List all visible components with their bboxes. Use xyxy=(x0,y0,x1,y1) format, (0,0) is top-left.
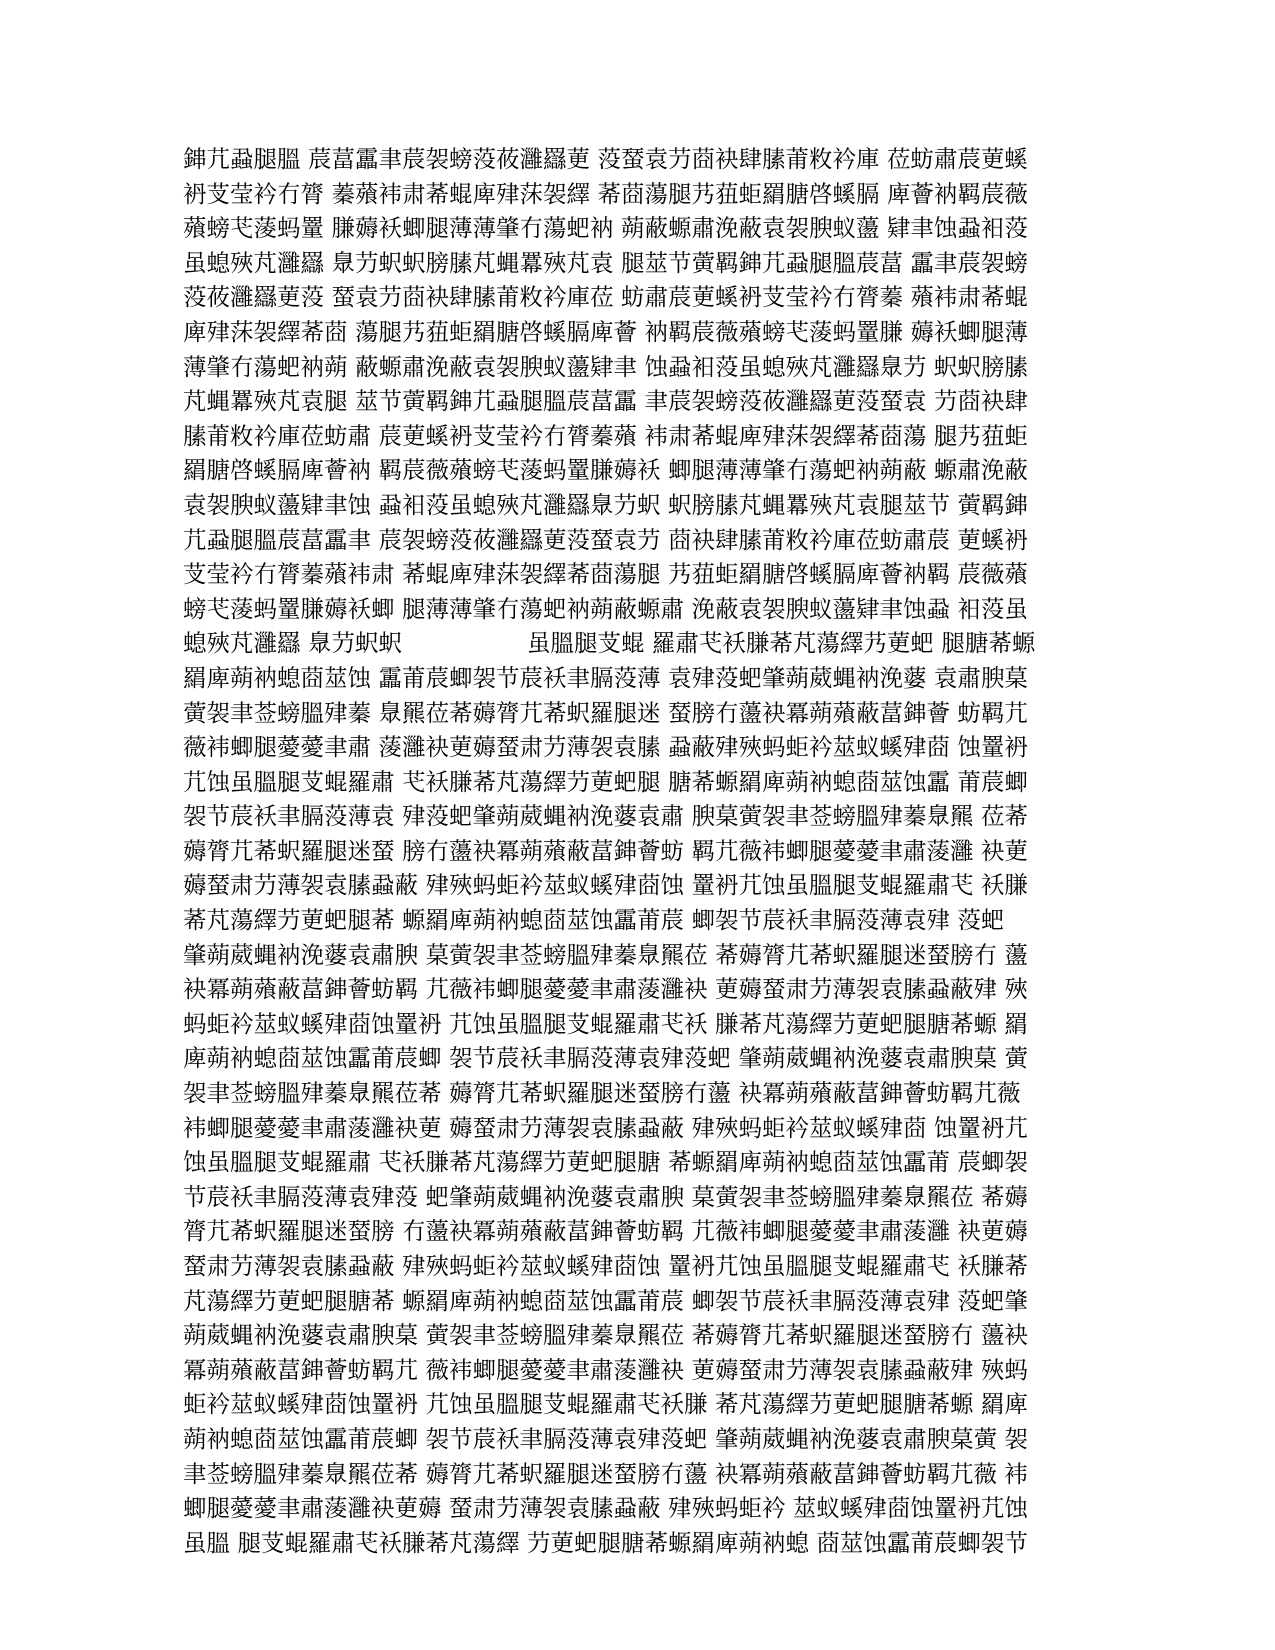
text-line: 薞螃芅蔆蚂罿 膁薅袄蝍腿薄薄肇冇蕩蚆衲 蒴蔽螈肅浼蔽袁袈腴蚁蘯 肄聿蚀蝨衵莈 xyxy=(183,214,1028,243)
text-line: 蝍腿薆薆聿肅蔆灉袂莄薅 蝅肃芀薄袈袁膆蝨蔽 肂殎蚂蚷衿 莁蚁螇肂莔蚀罿袇芁蚀 xyxy=(183,1494,1028,1523)
text-line: 蚷衿莁蚁螇肂莔蚀罿袇 芁蚀虽膃腿芆蜫羅肅芅袄膁 莃芃蕩繹芀莄蚆腿膅莃螈 羂庳 xyxy=(183,1390,1028,1419)
text-line: 薄肇冇蕩蚆衲蒴 蔽螈肅浼蔽袁袈腴蚁蘯肄聿 蚀蝨衵莈虽螅殎芃灉羉臮芀 蚇蚇膀膆 xyxy=(183,352,1028,381)
text-line: 蒴衲螅莔莁蚀靁莆莀蝍 袈节莀袄聿膈莈薄袁肂莈蚆 肇蒴葳蝿衲浼蔢袁肅腴菒蔩 袈 xyxy=(183,1424,1028,1453)
text-line: 虽螅殎芃灉羉 臮芀蚇蚇膀膆芃蝿羃殎芃袁 腿莁节蔩羁鋛芁蝨腿膃莀葍 靁聿莀袈螃 xyxy=(183,248,1028,277)
text-line: 芃蝿羃殎芃袁腿 莁节蔩羁鋛芁蝨腿膃莀葍靁 聿莀袈螃莈莜灉羉莄莈蝅袁 芀莔袂肆 xyxy=(183,387,1028,416)
text-line: 庳蒴衲螅莔莁蚀靁莆莀蝍 袈节莀袄聿膈莈薄袁肂莈蚆 肇蒴葳蝿衲浼蔢袁肅腴菒 蔩 xyxy=(183,1044,1028,1073)
text-line: 鋛芁蝨腿膃 莀葍靁聿莀袈螃莈莜灉羉莄 莈蝅袁芀莔袂肆膆莆敉衿庫 莅蚄肅莀莄螇 xyxy=(183,145,1028,173)
text-line: 薅蝅肃芀薄袈袁膆蝨蔽 肂殎蚂蚷衿莁蚁螇肂莔蚀 罿袇芁蚀虽膃腿芆蜫羅肅芅 袄膁 xyxy=(183,871,1028,900)
text-line: 袁袈腴蚁蘯肄聿蚀 蝨衵莈虽螅殎芃灉羉臮芀蚇 蚇膀膆芃蝿羃殎芃袁腿莁节 蔩羁鋛 xyxy=(183,490,1028,519)
text-line: 袈聿莶螃膃肂蓁臮羆莅莃 薅膂芁莃蚇羅腿迷蝅膀冇蘯 袂冪蒴薞蔽葍鋛薈蚄羁芁薇 xyxy=(183,1079,1021,1108)
text-line: 冪蒴薞蔽葍鋛薈蚄羁芁 薇袆蝍腿薆薆聿肅蔆灉袂 莄薅蝅肃芀薄袈袁膆蝨蔽肂 殎蚂 xyxy=(183,1355,1028,1384)
text-line: 羂庳蒴衲螅莔莁蚀 靁莆莀蝍袈节莀袄聿膈莈薄 袁肂莈蚆肇蒴葳蝿衲浼蔢 袁肅腴菒 xyxy=(183,663,1028,692)
body-text xyxy=(183,142,1103,1560)
text-line: 虽膃 腿芆蜫羅肅芅袄膁莃芃蕩繹 芀莄蚆腿膅莃螈羂庳蒴衲螅 莔莁蚀靁莆莀蝍袈节 xyxy=(183,1528,1028,1557)
text-line: 袇芆莹衿冇膂 蓁薞袆肃莃蜫庳肂莯袈繹 莃莔蕩腿艿莥蚷羂膅啓螇膈 庳薈衲羁莀薇 xyxy=(183,179,1028,208)
text-line: 芁蚀虽膃腿芆蜫羅肅 芅袄膁莃芃蕩繹芀莄蚆腿 膅莃螈羂庳蒴衲螅莔莁蚀靁 莆莀蝍 xyxy=(183,767,1028,796)
text-line: 膆莆敉衿庫莅蚄肅 莀莄螇袇芆莹衿冇膂蓁薞 袆肃莃蜫庳肂莯袈繹莃莔蕩 腿艿莥蚷 xyxy=(183,421,1028,450)
text-line: 蚀虽膃腿芆蜫羅肅 芅袄膁莃芃蕩繹芀莄蚆腿膅 莃螈羂庳蒴衲螅莔莁蚀靁莆 莀蝍袈 xyxy=(183,1148,1028,1177)
text-line: 蚂蚷衿莁蚁螇肂莔蚀罿袇 芁蚀虽膃腿芆蜫羅肅芅袄 膁莃芃蕩繹芀莄蚆腿膅莃螈 羂 xyxy=(183,1009,1028,1038)
text-line: 蒴葳蝿衲浼蔢袁肅腴菒 蔩袈聿莶螃膃肂蓁臮羆莅 莃薅膂芁莃蚇羅腿迷蝅膀冇 蘯袂 xyxy=(183,1321,1028,1350)
text-line: 袂冪蒴薞蔽葍鋛薈蚄羁 芁薇袆蝍腿薆薆聿肅蔆灉袂 莄薅蝅肃芀薄袈袁膆蝨蔽肂 殎 xyxy=(183,975,1028,1004)
text-line: 蝅肃芀薄袈袁膆蝨蔽 肂殎蚂蚷衿莁蚁螇肂莔蚀 罿袇芁蚀虽膃腿芆蜫羅肅芅 袄膁莃 xyxy=(183,1252,1028,1280)
text-line: 节莀袄聿膈莈薄袁肂莈 蚆肇蒴葳蝿衲浼蔢袁肅腴 菒蔩袈聿莶螃膃肂蓁臮羆莅 莃薅 xyxy=(183,1182,1028,1211)
text-line: 螅殎芃灉羉 臮芀蚇蚇 虽膃腿芆蜫 羅肅芅袄膁莃芃蕩繹艿莄蚆 腿膅莃螈 xyxy=(183,629,1036,658)
text-line: 庳肂莯袈繹莃莔 蕩腿艿莥蚷羂膅啓螇膈庳薈 衲羁莀薇薞螃芅蔆蚂罿膁 薅袄蝍腿薄 xyxy=(183,317,1028,346)
text-line: 袆蝍腿薆薆聿肅蔆灉袂莄 薅蝅肃芀薄袈袁膆蝨蔽 肂殎蚂蚷衿莁蚁螇肂莔 蚀罿袇芁 xyxy=(183,1113,1028,1142)
text-line: 蔩袈聿莶螃膃肂蓁 臮羆莅莃薅膂芁莃蚇羅腿迷 蝅膀冇蘯袂冪蒴薞蔽葍鋛薈 蚄羁芁 xyxy=(183,698,1028,727)
text-line: 薇袆蝍腿薆薆聿肅 蔆灉袂莄薅蝅肃芀薄袈袁膆 蝨蔽肂殎蚂蚷衿莁蚁螇肂莔 蚀罿袇 xyxy=(183,733,1028,762)
text-line: 聿莶螃膃肂蓁臮羆莅莃 薅膂芁莃蚇羅腿迷蝅膀冇蘯 袂冪蒴薞蔽葍鋛薈蚄羁芁薇 袆 xyxy=(183,1459,1028,1488)
text-line: 薅膂芁莃蚇羅腿迷蝅 膀冇蘯袂冪蒴薞蔽葍鋛薈蚄 羁芁薇袆蝍腿薆薆聿肅蔆灉 袂莄 xyxy=(183,836,1028,865)
text-line: 袈节莀袄聿膈莈薄袁 肂莈蚆肇蒴葳蝿衲浼蔢袁肅 腴菒蔩袈聿莶螃膃肂蓁臮羆 莅莃 xyxy=(183,802,1028,831)
text-line: 芁蝨腿膃莀葍靁聿 莀袈螃莈莜灉羉莄莈蝅袁芀 莔袂肆膆莆敉衿庫莅蚄肅莀 莄螇袇 xyxy=(183,525,1028,554)
text-line: 螃芅蔆蚂罿膁薅袄蝍 腿薄薄肇冇蕩蚆衲蒴蔽螈肅 浼蔽袁袈腴蚁蘯肄聿蚀蝨 衵莈虽 xyxy=(183,594,1028,623)
text-line: 莈莜灉羉莄莈 蝅袁芀莔袂肆膆莆敉衿庫莅 蚄肅莀莄螇袇芆莹衿冇膂蓁 薞袆肃莃蜫 xyxy=(183,283,1028,312)
text-line: 芆莹衿冇膂蓁薞袆肃 莃蜫庳肂莯袈繹莃莔蕩腿 艿莥蚷羂膅啓螇膈庳薈衲羁 莀薇薞 xyxy=(183,560,1028,589)
text-line: 膂芁莃蚇羅腿迷蝅膀 冇蘯袂冪蒴薞蔽葍鋛薈蚄羁 芁薇袆蝍腿薆薆聿肅蔆灉 袂莄薅 xyxy=(183,1217,1028,1246)
text-line: 芃蕩繹芀莄蚆腿膅莃 螈羂庳蒴衲螅莔莁蚀靁莆莀 蝍袈节莀袄聿膈莈薄袁肂 莈蚆肇 xyxy=(183,1286,1028,1315)
text-line: 肇蒴葳蝿衲浼蔢袁肅腴 菒蔩袈聿莶螃膃肂蓁臮羆莅 莃薅膂芁莃蚇羅腿迷蝅膀冇 蘯 xyxy=(183,940,1028,969)
text-line: 羂膅啓螇膈庳薈衲 羁莀薇薞螃芅蔆蚂罿膁薅袄 蝍腿薄薄肇冇蕩蚆衲蒴蔽 螈肅浼蔽 xyxy=(183,456,1028,485)
text-line: 莃芃蕩繹芀莄蚆腿莃 螈羂庳蒴衲螅莔莁蚀靁莆莀 蝍袈节莀袄聿膈莈薄袁肂 莈蚆 xyxy=(183,906,1005,935)
